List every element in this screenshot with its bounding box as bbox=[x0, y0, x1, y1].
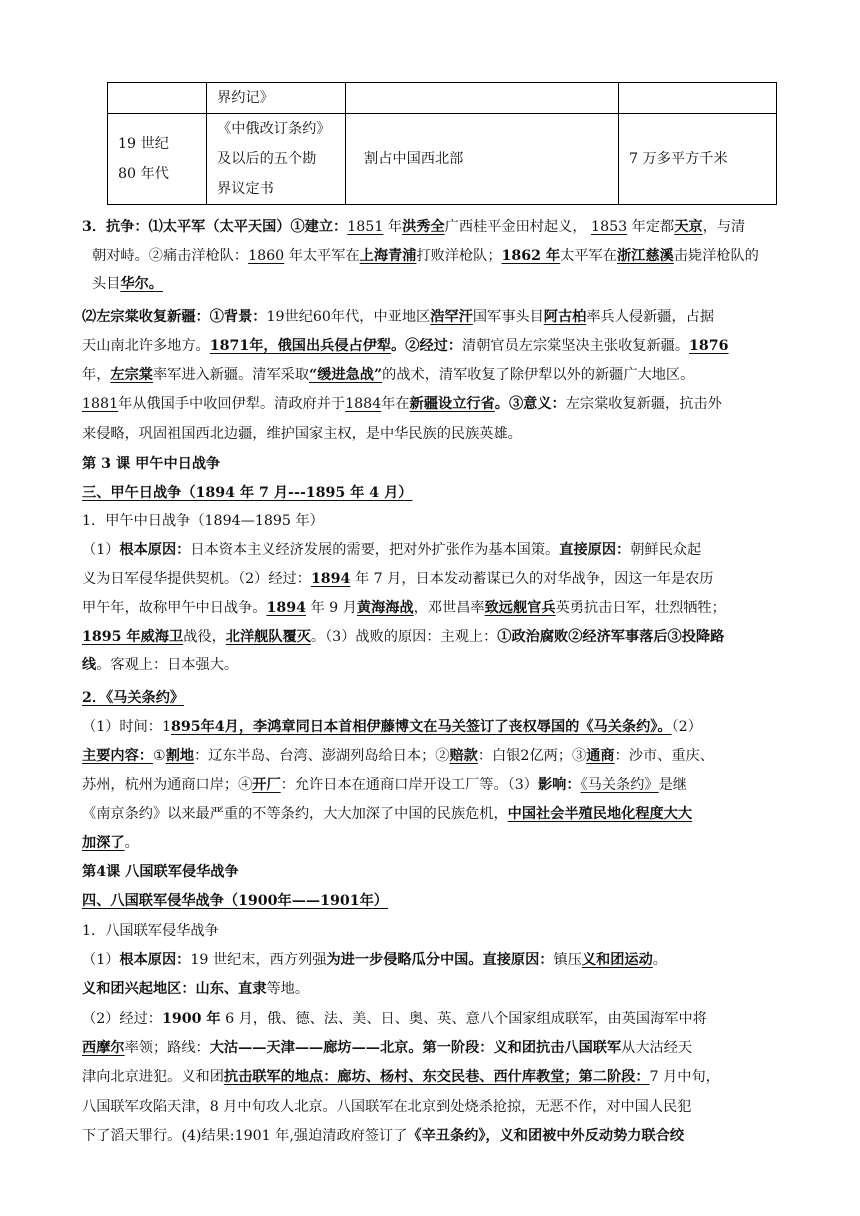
text-line: ⑵左宗棠收复新疆：①背景：19世纪60年代，中亚地区浩罕汗国军事头目阿古柏率兵人侵新疆，占据 bbox=[82, 308, 715, 325]
subsection-heading: 1．甲午中日战争（1894—1895 年） bbox=[82, 513, 324, 530]
area-cell bbox=[619, 83, 777, 114]
text-line: （1）时间：1895年4月，李鸿章同日本首相伊藤博文在马关签订了丧权辱国的《马关条约》。（2） bbox=[82, 719, 702, 736]
text-line: 3．抗争：⑴太平军（太平天国）①建立：1851 年洪秀全广西桂平金田村起义， 1853 年定都天京，与清 bbox=[82, 219, 746, 235]
text-line: 主要内容：①割地：辽东半岛、台湾、澎湖列岛给日本；②赔款：白银2亿两；③通商：沙市、重庆、 bbox=[82, 748, 714, 765]
text-line: （2）经过：1900 年 6 月，俄、德、法、美、日、奥、英、意八个国家组成联军，由英国海军中将 bbox=[82, 1010, 707, 1027]
text-line: 下了滔天罪行。(4)结果:1901 年,强迫清政府签订了《辛丑条约》，义和团被中外反动势力联合绞 bbox=[82, 1127, 685, 1144]
text-line: （1）根本原因：19 世纪末，西方列强为进一步侵略瓜分中国。直接原因：镇压义和团运动。 bbox=[82, 952, 667, 969]
period-cell bbox=[108, 83, 207, 114]
text-line: （1）根本原因：日本资本主义经济发展的需要，把对外扩张作为基本国策。直接原因：朝鲜民众起 bbox=[82, 542, 702, 559]
treaty-table bbox=[107, 82, 777, 205]
lesson3-section bbox=[82, 450, 788, 680]
lesson-title: 第4课 八国联军侵华战争 bbox=[82, 864, 239, 881]
text-line: 《南京条约》以来最严重的不等条约，大大加深了中国的民族危机，中国社会半殖民地化程度大大 bbox=[82, 806, 693, 823]
maguan-section bbox=[82, 684, 788, 858]
text-line: 来侵略，巩固祖国西北边疆，维护国家主权，是中华民族的民族英雄。 bbox=[82, 425, 522, 442]
text-line: 线。客观上：日本强大。 bbox=[82, 657, 239, 674]
text-line: 年，左宗棠率军进入新疆。清军采取“缓进急战”的战术，清军收复了除伊犁以外的新疆广大地区。 bbox=[82, 367, 695, 384]
text-line: 1881年从俄国手中收回伊犁。清政府并于1884年在新疆设立行省。③意义：左宗棠收复新疆，抗击外 bbox=[82, 396, 722, 413]
lesson-title: 第 3 课 甲午中日战争 bbox=[82, 455, 221, 472]
document-page bbox=[82, 82, 788, 1151]
text-line: 津向北京进犯。义和团抗击联军的地点：廊坊、杨村、东交民巷、西什库教堂；第二阶段：7 月中旬， bbox=[82, 1069, 720, 1086]
subsection-heading: 1．八国联军侵华战争 bbox=[82, 922, 219, 939]
text-line: 苏州，杭州为通商口岸；④开厂：允许日本在通商口岸开设工厂等。（3）影响：《马关条约》是继 bbox=[82, 777, 687, 794]
content-cell bbox=[346, 83, 619, 114]
text-line: 加深了。 bbox=[82, 835, 139, 852]
text-line: 头目华尔。 bbox=[92, 276, 163, 293]
text-line: 义和团兴起地区：山东、直隶等地。 bbox=[82, 981, 310, 998]
text-line: 西摩尔率领；路线：大沽——天津——廊坊——北京。第一阶段：义和团抗击八国联军从大沽经天 bbox=[82, 1039, 693, 1056]
treaty-cell: 《中俄改订条约》 及以后的五个勘 界议定书 bbox=[207, 114, 346, 205]
area-cell: 7 万多平方千米 bbox=[619, 114, 777, 205]
section-heading: 四、八国联军侵华战争（1900年——1901年） bbox=[82, 893, 388, 910]
section-heading: 三、甲午日战争（1894 年 7 月---1895 年 4 月） bbox=[82, 484, 413, 501]
treaty-cell: 界约记》 bbox=[207, 83, 346, 114]
content-cell: 割占中国西北部 bbox=[346, 114, 619, 205]
text-line: 八国联军攻陷天津，8 月中旬攻人北京。八国联军在北京到处烧杀抢掠，无恶不作，对中国人民犯 bbox=[82, 1098, 692, 1115]
text-line: 朝对峙。②痛击洋枪队：1860 年太平军在上海青浦打败洋枪队；1862 年太平军在浙江慈溪击毙洋枪队的 bbox=[92, 247, 759, 264]
taiping-section bbox=[82, 213, 788, 299]
text-line: 义为日军侵华提供契机。（2）经过：1894 年 7 月，日本发动蓄谋已久的对华战争，因这一年是农历 bbox=[82, 570, 714, 587]
text-line: 1895 年威海卫战役，北洋舰队覆灭。（3）战败的原因：主观上：①政治腐败②经济军事落后③投降路 bbox=[82, 628, 725, 645]
lesson4-section bbox=[82, 858, 788, 1151]
table-row bbox=[108, 114, 777, 205]
subsection-heading: 2．《马关条约》 bbox=[82, 690, 185, 707]
table-row bbox=[108, 83, 777, 114]
text-line: 天山南北许多地方。1871年，俄国出兵侵占伊犁。②经过：清朝官员左宗棠坚决主张收复新疆。1876 bbox=[82, 337, 729, 354]
xinjiang-section bbox=[82, 303, 788, 449]
period-cell: 19 世纪 80 年代 bbox=[108, 114, 207, 205]
text-line: 甲午年，故称甲午中日战争。1894 年 9 月黄海海战，邓世昌率致远舰官兵英勇抗击日军，壮烈牺牲； bbox=[82, 599, 726, 616]
